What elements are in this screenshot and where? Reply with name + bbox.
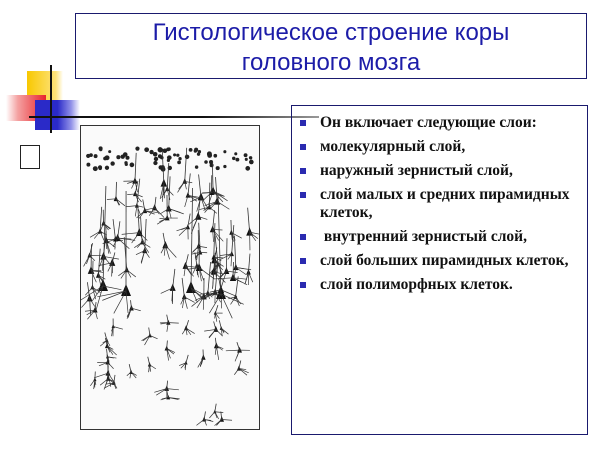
neuron-mark [239,361,241,369]
neuron-mark [213,154,217,158]
slide-title-line-1: Гистологическое строение коры [152,19,510,46]
neuron-mark [173,269,175,288]
neuron-mark [185,266,193,276]
neuron-mark [226,350,240,351]
neuron-mark [185,148,187,182]
neuron-mark [116,182,117,199]
neuron-mark [191,188,193,288]
neuron-mark [110,161,114,165]
neuron-mark [87,310,95,319]
neuron-mark [250,161,253,164]
neuron-mark [237,342,240,350]
neuron-mark [178,157,181,160]
neuron-mark [158,147,163,152]
neuron-mark [86,154,90,158]
neuron-mark [215,305,218,313]
neuron-mark [167,315,169,323]
neuron-mark [185,254,188,266]
bullet-square-icon [300,144,306,150]
neuron-mark [216,177,218,201]
neuron-mark [90,231,100,237]
bullet-text: внутренний зернистый слой, [320,228,527,245]
neuron-mark [158,165,162,169]
neuron-mark [221,294,232,318]
neuron-mark [204,160,208,164]
neuron-mark [156,389,166,396]
neuron-mark [189,148,193,152]
bullet-text: слой полиморфных клеток. [320,276,513,293]
bullet-item [292,228,587,246]
neuron-mark [216,166,220,170]
neuron-mark [221,294,244,304]
neuron-mark [167,155,172,160]
neuron-mark [208,262,211,293]
neuron-mark [135,153,136,181]
neuron-mark [214,321,216,329]
bullet-text: слой малых и средних пирамидных клеток, [320,186,570,221]
neuron-mark [142,242,150,247]
neuron-mark [188,214,190,228]
neuron-mark [245,158,248,161]
neuron-mark [81,298,89,307]
neuron-mark [155,208,160,214]
bullet-item [292,186,587,222]
neuron-mark [214,223,215,257]
neuron-mark [113,219,115,239]
neuron-mark [150,365,156,369]
bullet-square-icon [300,120,306,126]
neuron-mark [149,328,150,336]
neuron-mark [103,157,107,161]
neuron-mark [116,155,120,159]
neuron-mark [127,270,131,278]
slide-title-line-2: головного мозга [241,49,421,76]
neuron-mark [209,207,217,213]
bullet-square-icon [300,282,306,288]
neuron-mark [114,291,126,313]
neuron-mark [149,150,153,154]
layers-text-box [291,105,588,435]
neuron-mark [129,364,131,372]
neuron-mark [173,153,176,156]
neuron-mark [234,369,239,375]
neuron-mark [118,270,126,276]
neuron-mark [217,201,229,209]
neuron-mark [245,166,250,171]
neuron-mark [249,156,252,159]
neuron-mark [248,272,252,282]
neuron-mark [145,251,150,258]
decorative-vertical-line [50,65,52,133]
neuron-mark [145,219,146,251]
neuron-mark [154,157,158,161]
decorative-horizontal-line [29,116,319,118]
neuron-mark [199,174,201,197]
empty-placeholder-square [20,145,40,169]
neuron-mark [213,210,215,229]
neuron-mark [196,419,204,425]
bullet-item [292,114,587,132]
neuron-mark [90,255,95,260]
neuron-mark [116,199,120,205]
neuron-mark [166,148,170,152]
bullet-text: молекулярный слой, [320,138,466,155]
neuron-mark [214,278,233,279]
neuron-mark [125,163,128,166]
neuron-mark [186,355,188,363]
slide-title-box [75,13,587,79]
neuron-mark [223,165,226,168]
neuron-mark [219,320,221,328]
neuron-mark [105,166,109,170]
neuron-mark [86,163,90,167]
neuron-mark [130,163,135,168]
neuron-mark [188,173,190,195]
neuron-mark [234,152,237,155]
bullet-text: наружный зернистый слой, [320,162,513,179]
bullet-text: Он включает следующие слои: [320,114,537,131]
neuron-mark [118,221,120,238]
bullet-square-icon [300,258,306,264]
neuron-mark [215,412,223,413]
neuron-mark [209,412,214,418]
neuron-mark [92,261,93,288]
neuron-mark [157,218,167,224]
bullet-item [292,276,587,294]
bullet-item [292,138,587,156]
neuron-mark [194,149,197,152]
bullet-square-icon [300,168,306,174]
neuron-mark [148,357,150,365]
neuron-mark [244,153,248,157]
neuron-mark [94,231,100,238]
neuron-mark [235,158,239,162]
neuron-mark [126,206,137,207]
neuron-mark [195,165,198,168]
neuron-mark [186,320,189,328]
neuron-mark [135,147,139,151]
neuron-mark [108,150,111,153]
neuron-mark [177,160,181,164]
neuron-mark [99,148,102,151]
neuron-mark [185,155,190,160]
neuron-mark [198,150,201,153]
neuron-mark [207,153,212,158]
neuron-mark [163,233,165,245]
neuron-mark [112,252,115,262]
bullet-square-icon [300,234,306,240]
bullet-item [292,162,587,180]
neuron-mark [127,270,136,277]
neuron-mark [186,328,195,333]
neuron-mark [144,147,149,152]
bullet-square-icon [300,192,306,198]
neuron-mark [138,209,139,233]
neuron-mark [182,328,186,334]
neuron-mark [132,233,140,243]
neuron-mark [176,154,179,157]
neuron-mark [178,181,185,192]
neuron-mark [248,208,250,233]
neuron-mark [169,176,170,208]
neuron-mark [215,404,216,412]
decorative-blue-square [35,100,80,130]
neuron-mark [98,167,101,170]
neuron-mark [158,154,162,158]
neuron-mark [94,154,98,158]
neuron-mark [123,152,128,157]
neuron-mark [139,233,147,241]
neuron-mark [93,166,98,171]
cortex-histology-image [80,125,260,430]
neuron-mark [210,163,214,167]
bullet-text: слой больших пирамидных клеток, [320,252,569,269]
neuron-mark [232,157,235,160]
neuron-mark [182,278,184,297]
neuron-mark [137,206,140,215]
neuron-mark [84,255,90,266]
neuron-mark [167,389,179,390]
neuron-mark [216,419,222,424]
neuron-mark [122,233,140,235]
neuron-mark [153,161,157,165]
neuron-mark [223,150,226,153]
neuron-mark [143,199,145,210]
bullet-item [292,252,587,270]
